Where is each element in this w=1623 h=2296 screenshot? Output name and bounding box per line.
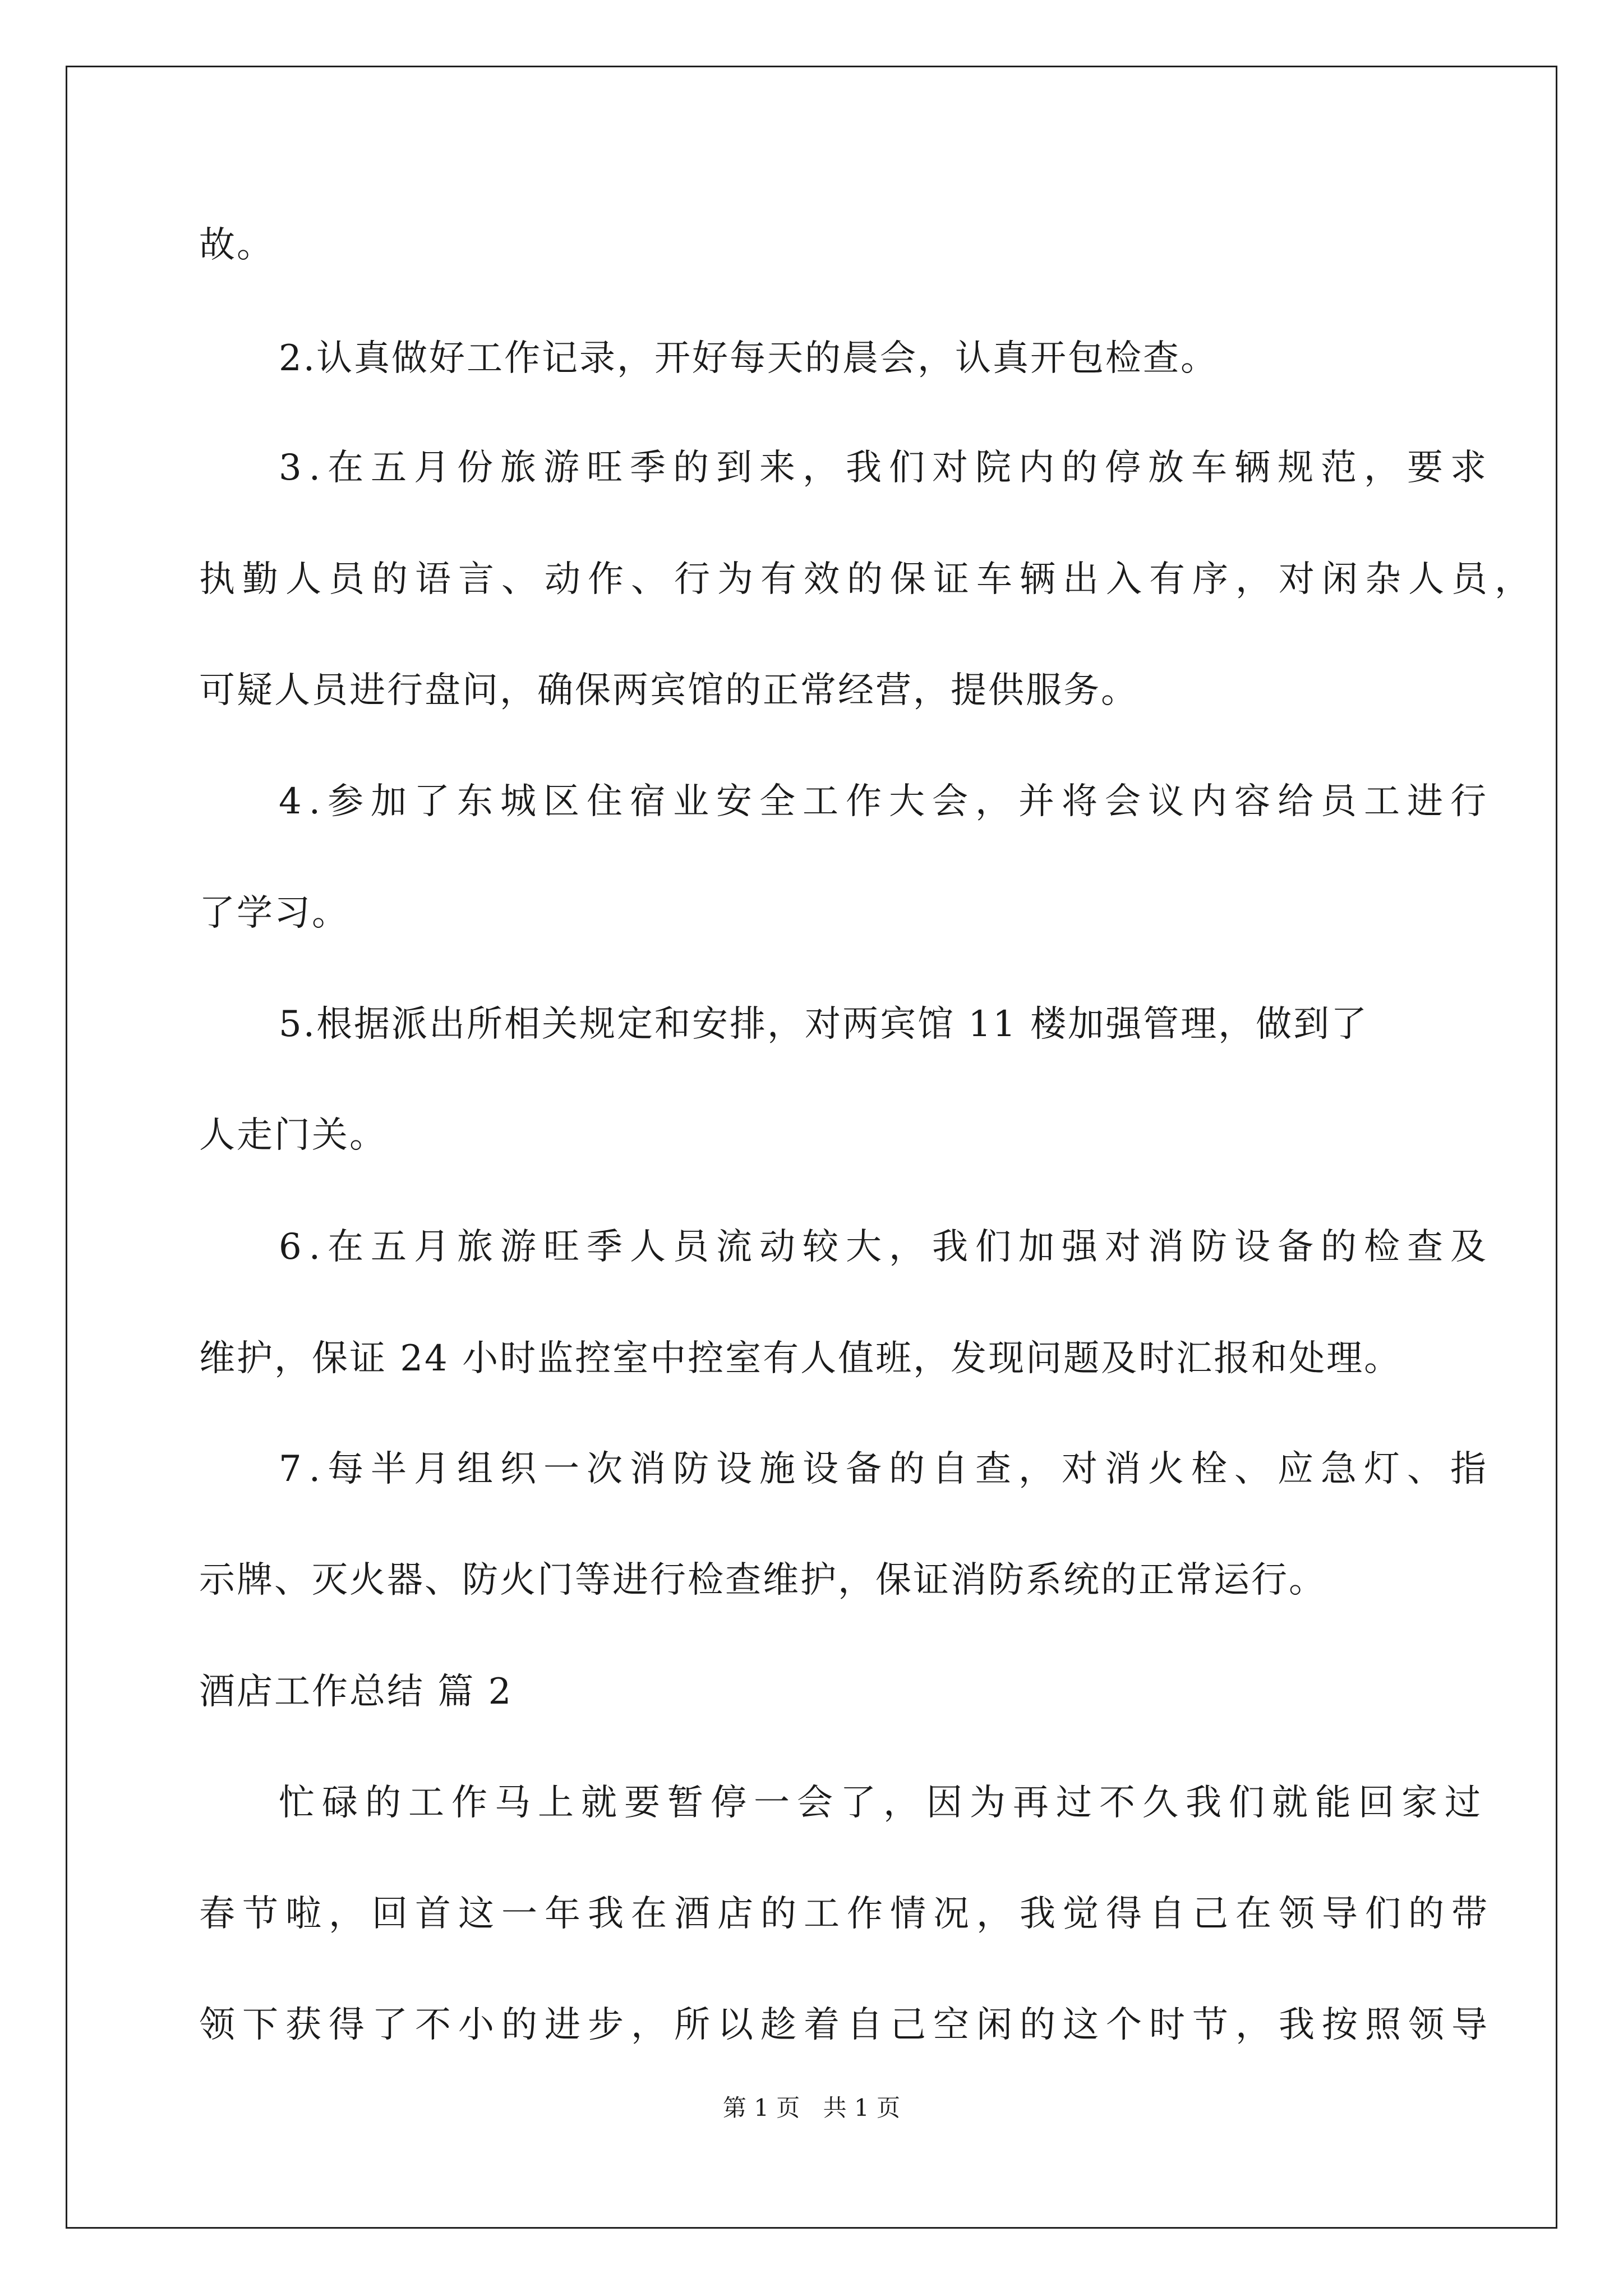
text-line: 忙碌的工作马上就要暂停一会了，因为再过不久我们就能回家过	[279, 1782, 1488, 1824]
text-line: 5.根据派出所相关规定和安排，对两宾馆 11 楼加强管理，做到了	[279, 1004, 1369, 1045]
text-line: 2.认真做好工作记录，开好每天的晨会，认真开包检查。	[279, 338, 1219, 379]
page-total: 共 1 页	[823, 2094, 901, 2122]
text-line: 3.在五月份旅游旺季的到来，我们对院内的停放车辆规范，要求	[279, 447, 1494, 489]
text-line: 了学习。	[199, 892, 349, 934]
text-line: 6.在五月旅游旺季人员流动较大，我们加强对消防设备的检查及	[279, 1226, 1494, 1268]
section-heading: 酒店工作总结 篇 2	[199, 1671, 513, 1713]
text-line: 7.每半月组织一次消防设施设备的自查，对消火栓、应急灯、指	[279, 1448, 1494, 1490]
text-line: 可疑人员进行盘问，确保两宾馆的正常经营，提供服务。	[199, 670, 1138, 711]
page-number: 第 1 页	[722, 2094, 800, 2122]
text-line: 执勤人员的语言、动作、行为有效的保证车辆出入有序，对闲杂人员，	[199, 559, 1538, 600]
text-line: 维护，保证 24 小时监控室中控室有人值班，发现问题及时汇报和处理。	[199, 1338, 1402, 1379]
text-line: 春节啦，回首这一年我在酒店的工作情况，我觉得自己在领导们的带	[199, 1893, 1495, 1935]
text-line: 示牌、灭火器、防火门等进行检查维护，保证消防系统的正常运行。	[199, 1559, 1326, 1601]
text-line: 领下获得了不小的进步，所以趁着自己空闲的这个时节，我按照领导	[199, 2004, 1495, 2046]
text-line: 4.参加了东城区住宿业安全工作大会，并将会议内容给员工进行	[279, 781, 1494, 822]
text-line: 人走门关。	[199, 1115, 387, 1156]
page-footer	[0, 2091, 1623, 2125]
text-line: 故。	[199, 224, 274, 266]
